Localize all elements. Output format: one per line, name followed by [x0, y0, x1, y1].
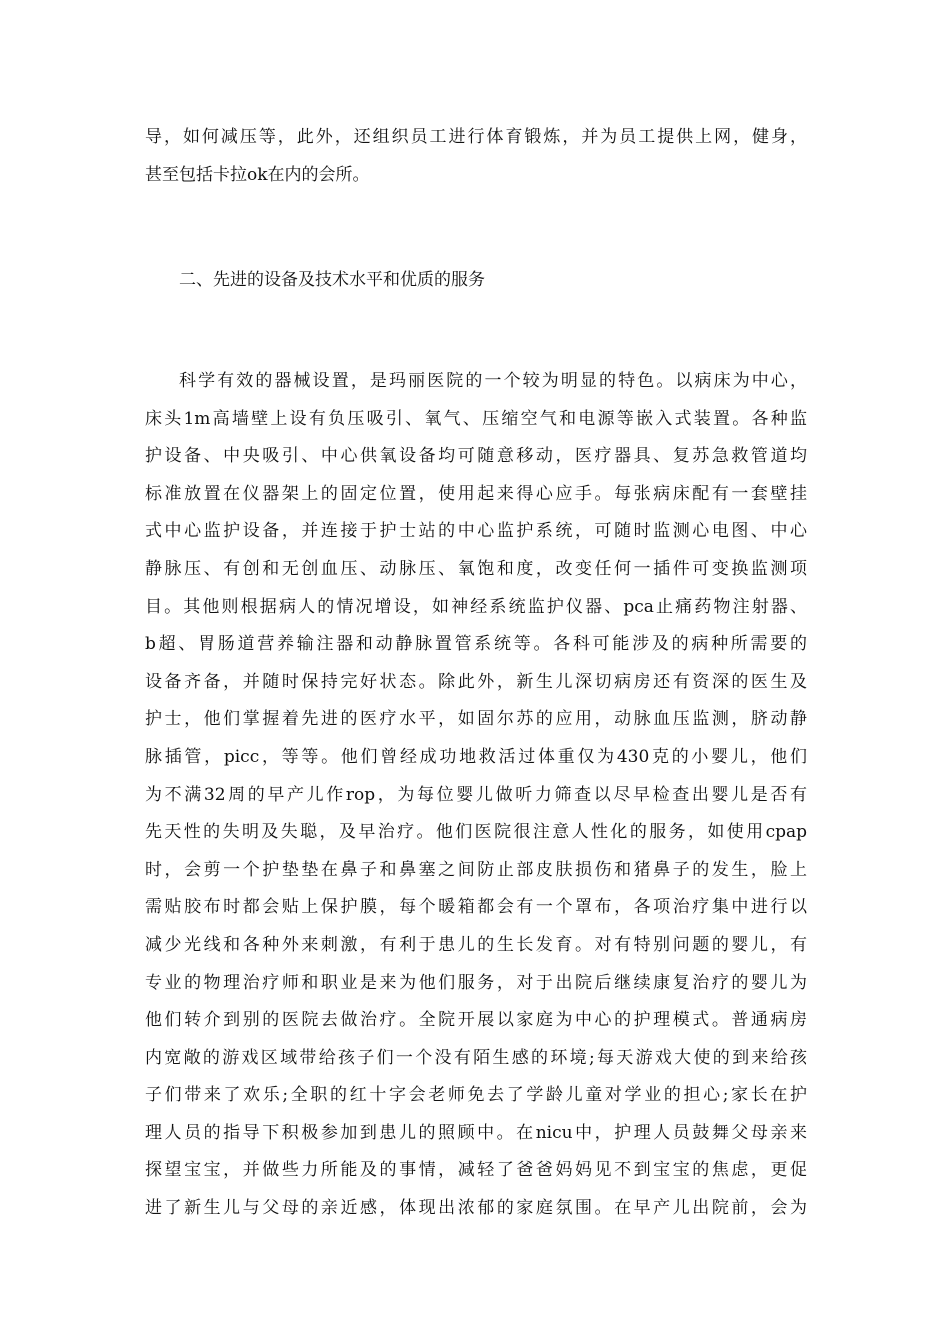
- paragraph-line: 子们带来了欢乐;全职的红十字会老师免去了学龄儿童对学业的担心;家长在护: [145, 1085, 807, 1106]
- paragraph-line: 科学有效的器械设置，是玛丽医院的一个较为明显的特色。以病床为中心，: [179, 371, 807, 391]
- paragraph-line: 标准放置在仪器架上的固定位置，使用起来得心应手。每张病床配有一套壁挂: [145, 483, 807, 504]
- paragraph-line: 先天性的失明及失聪，及早治疗。他们医院很注意人性化的服务，如使用cpap: [145, 822, 807, 843]
- paragraph-line: 床头1m高墙壁上设有负压吸引、氧气、压缩空气和电源等嵌入式装置。各种监: [145, 408, 807, 429]
- paragraph-line: 理人员的指导下积极参加到患儿的照顾中。在nicu中，护理人员鼓舞父母亲来: [145, 1122, 807, 1143]
- paragraph-line: 导，如何减压等，此外，还组织员工进行体育锻炼，并为员工提供上网，健身，: [145, 127, 807, 147]
- paragraph-line: 静脉压、有创和无创血压、动脉压、氧饱和度，改变任何一插件可变换监测项: [145, 558, 807, 579]
- paragraph-line: 减少光线和各种外来刺激，有利于患儿的生长发育。对有特别问题的婴儿，有: [145, 934, 807, 955]
- paragraph-line: 护设备、中央吸引、中心供氧设备均可随意移动，医疗器具、复苏急救管道均: [145, 446, 807, 467]
- paragraph-line: 为不满32周的早产儿作rop，为每位婴儿做听力筛查以尽早检查出婴儿是否有: [145, 784, 807, 805]
- section-heading: [145, 262, 807, 300]
- paragraph-line: 脉插管，picc，等等。他们曾经成功地救活过体重仅为430克的小婴儿，他们: [145, 746, 807, 767]
- paragraph-line: 进了新生儿与父母的亲近感，体现出浓郁的家庭氛围。在早产儿出院前，会为: [145, 1198, 807, 1219]
- paragraph-line: 护士，他们掌握着先进的医疗水平，如固尔苏的应用，动脉血压监测，脐动静: [145, 709, 807, 730]
- paragraph-line: 他们转介到别的医院去做治疗。全院开展以家庭为中心的护理模式。普通病房: [145, 1010, 807, 1031]
- paragraph-line: 设备齐备，并随时保持完好状态。除此外，新生儿深切病房还有资深的医生及: [145, 671, 807, 692]
- paragraph-line: 探望宝宝，并做些力所能及的事情，减轻了爸爸妈妈见不到宝宝的焦虑，更促: [145, 1160, 807, 1181]
- paragraph-line: 式中心监护设备，并连接于护士站的中心监护系统，可随时监测心电图、中心: [145, 521, 807, 542]
- paragraph-line: 专业的物理治疗师和职业是来为他们服务，对于出院后继续康复治疗的婴儿为: [145, 972, 807, 993]
- paragraph-line: 时，会剪一个护垫垫在鼻子和鼻塞之间防止部皮肤损伤和猪鼻子的发生，脸上: [145, 859, 807, 880]
- paragraph-line: 内宽敞的游戏区域带给孩子们一个没有陌生感的环境;每天游戏大使的到来给孩: [145, 1047, 807, 1068]
- paragraph-3: [145, 363, 807, 1228]
- paragraph-line: 目。其他则根据病人的情况增设，如神经系统监护仪器、pca止痛药物注射器、: [145, 596, 807, 617]
- paragraph-line: 需贴胶布时都会贴上保护膜，每个暖箱都会有一个罩布，各项治疗集中进行以: [145, 897, 807, 918]
- section-heading-text: 二、先进的设备及技术水平和优质的服务: [179, 270, 485, 290]
- paragraph-1: [145, 119, 807, 194]
- paragraph-line: b超、胃肠道营养输注器和动静脉置管系统等。各科可能涉及的病种所需要的: [145, 634, 807, 655]
- paragraph-line: 甚至包括卡拉ok在内的会所。: [145, 164, 370, 185]
